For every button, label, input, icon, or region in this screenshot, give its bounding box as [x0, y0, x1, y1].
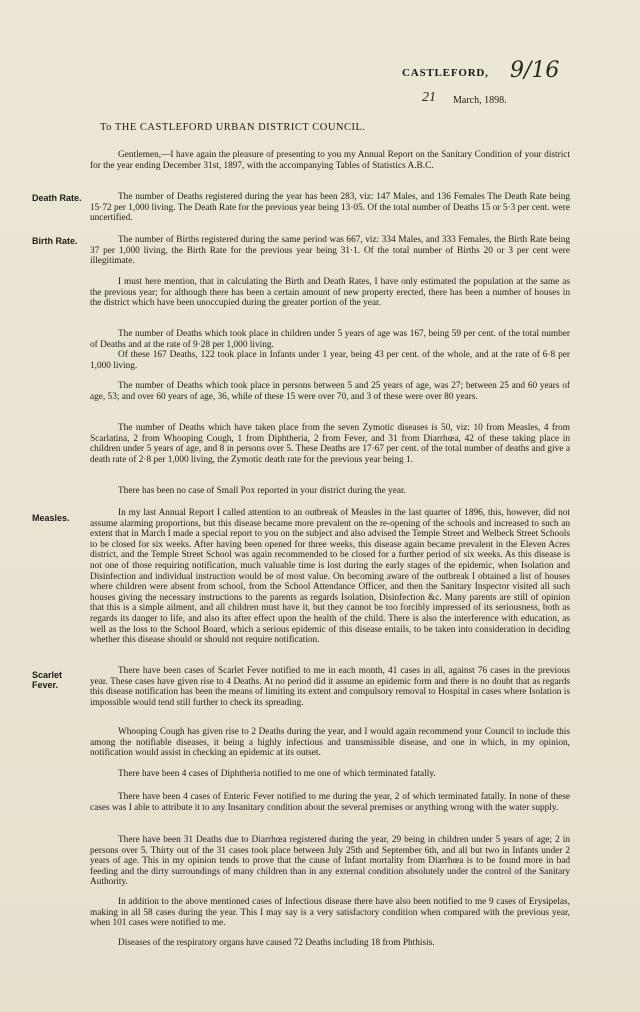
age-deaths-paragraph: The number of Deaths which took place in persons between 5 and 25 years of age, was 27; between 25 and 60 years of age, 53; and over 60 years of age, 36, while of these 15 were over 70, and 3 of these were over 80 years. [90, 381, 570, 402]
handwritten-day: 21 [422, 90, 436, 105]
report-date: March, 1898. [453, 95, 507, 106]
enteric-fever-paragraph: There have been 4 cases of Enteric Fever notified to me during the year, 2 of which terminated fatally. In none of these cases was I able to attribute it to any Insanitary condition about the several premises or anything wrong with the water supply. [90, 792, 570, 813]
diphtheria-paragraph: There have been 4 cases of Diphtheria notified to me one of which terminated fatally. [118, 769, 436, 779]
infant-deaths-paragraph: Of these 167 Deaths, 122 took place in Infants under 1 year, being 43 per cent. of the whole, and at the rate of 6·8 per 1,000 living. [90, 350, 570, 371]
addressee: To THE CASTLEFORD URBAN DISTRICT COUNCIL. [100, 122, 366, 133]
respiratory-paragraph: Diseases of the respiratory organs have caused 72 Deaths including 18 from Phthisis. [118, 938, 435, 948]
intro-paragraph: Gentlemen,—I have again the pleasure of presenting to you my Annual Report on the Sanitary Condition of your district for the year ending December 31st, 1897, with the accompanying Tables of Statistics A.B.C. [90, 150, 570, 171]
smallpox-paragraph: There has been no case of Small Pox reported in your district during the year. [118, 486, 406, 496]
measles-paragraph: In my last Annual Report I called attention to an outbreak of Measles in the last quarter of 1896, this, however, did not assume alarming proportions, but this disease became more prevalent on the re-opening of the schools and increased to such an extent that in March I made a special report to you on the subject and also advised the Temple Street and Welbeck Street Schools to be closed for six weeks. After having been opened for three weeks, this disease again became prevalent in the Eleven Acres district, and the Temple Street School was again recommended to be closed for a further period of six weeks. As this disease is not one of those requiring notification, much valuable time is lost during the early stages of the epidemic, when Isolation and Disinfection and individual instruction would be of most value. On becoming aware of the outbreak I obtained a list of houses where children were absent from school, from the School Attendance Officer, and then the Sanitary Inspector visited all such houses giving the necessary instructions to the parents as regards Isolation, Disinfection &c. Many parents are still of opinion that this is a simple ailment, and all children must have it, but they cannot be too forcibly impressed of its seriousness, both as regards its danger to life, and also its after effect upon the health of the child. There is also the interference with education, as well as the loss to the School Board, which a serious epidemic of this disease entails, to be taken into consideration in deciding whether this disease should or should not require notification. [90, 508, 570, 646]
scarlet-fever-label-line-1: Scarlet [32, 670, 63, 680]
death-rate-label: Death Rate. [32, 193, 82, 203]
scarlet-fever-label-line-2: Fever. [32, 680, 59, 690]
erysipelas-paragraph: In addition to the above mentioned cases of Infectious disease there have also been notified to me 9 cases of Erysipelas, making in all 58 cases during the year. This I may say is a very satisfactory condition when compared with the previous year, when 101 cases were notified to me. [90, 897, 570, 929]
children-deaths-paragraph: The number of Deaths which took place in children under 5 years of age was 167, being 59 per cent. of the total number of Deaths and at the rate of 9·28 per 1,000 living. [90, 329, 570, 350]
handwritten-number: 9/16 [510, 58, 560, 83]
zymotic-paragraph: The number of Deaths which have taken place from the seven Zymotic diseases is 50, viz: 10 from Measles, 4 from Scarlatina, 2 from Whooping Cough, 1 from Diphtheria, 2 from Fever, and 31 from Diarrhœa, 42 of these taking place in children under 5 years of age, and 8 in persons over 5. These Deaths are 17·67 per cent. of the total number of deaths and give a death rate of 2·8 per 1,000 living, the Zymotic death rate for the previous year being 1. [90, 423, 570, 465]
diarrhoea-paragraph: There have been 31 Deaths due to Diarrhœa registered during the year, 29 being in children under 5 years of age; 2 in persons over 5. Thirty out of the 31 cases took place between July 25th and September 6th, and all but two in Infants under 2 years of age. This in my opinion tends to prove that the cause of Infant mortality from Diarrhœa is to be found more in bad feeding and the dirty surroundings of many children than in any external condition absolutely under the control of the Sanitary Authority. [90, 835, 570, 888]
birth-rate-label: Birth Rate. [32, 236, 78, 246]
scarlet-fever-label [32, 670, 62, 690]
measles-label: Measles. [32, 513, 70, 523]
place-heading: CASTLEFORD, [402, 67, 489, 79]
population-paragraph: I must here mention, that in calculating the Birth and Death Rates, I have only estimated the population at the same as the previous year; for although there has been a certain amount of new property erected, there has been a number of houses in the district which have been unoccupied during the greater portion of the year. [90, 277, 570, 309]
death-rate-paragraph: The number of Deaths registered during the year has been 283, viz: 147 Males, and 136 Females The Death Rate being 15·72 per 1,000 living. The Death Rate for the previous year being 13·05. Of the total number of Deaths 15 or 5·3 per cent. were uncertified. [90, 192, 570, 224]
scarlet-fever-paragraph: There have been cases of Scarlet Fever notified to me in each month, 41 cases in all, against 76 cases in the previous year. These cases have given rise to 4 Deaths. At no period did it assume an epidemic form and there is no doubt that as regards this disease notification has been the means of limiting its extent and compulsory removal to Hospital in cases where Isolation is impossible would tend still further to check its spreading. [90, 666, 570, 708]
whooping-cough-paragraph: Whooping Cough has given rise to 2 Deaths during the year, and I would again recommend your Council to include this among the notifiable diseases, it being a highly infectious and transmissible disease, and one in which, in my opinion, notification would assist in checking an epidemic at its outset. [90, 727, 570, 759]
birth-rate-paragraph: The number of Births registered during the same period was 667, viz: 334 Males, and 333 Females, the Birth Rate being 37 per 1,000 living, the Birth Rate for the previous year being 31·1. Of the total number of Births 20 or 3 per cent were illegitimate. [90, 235, 570, 267]
